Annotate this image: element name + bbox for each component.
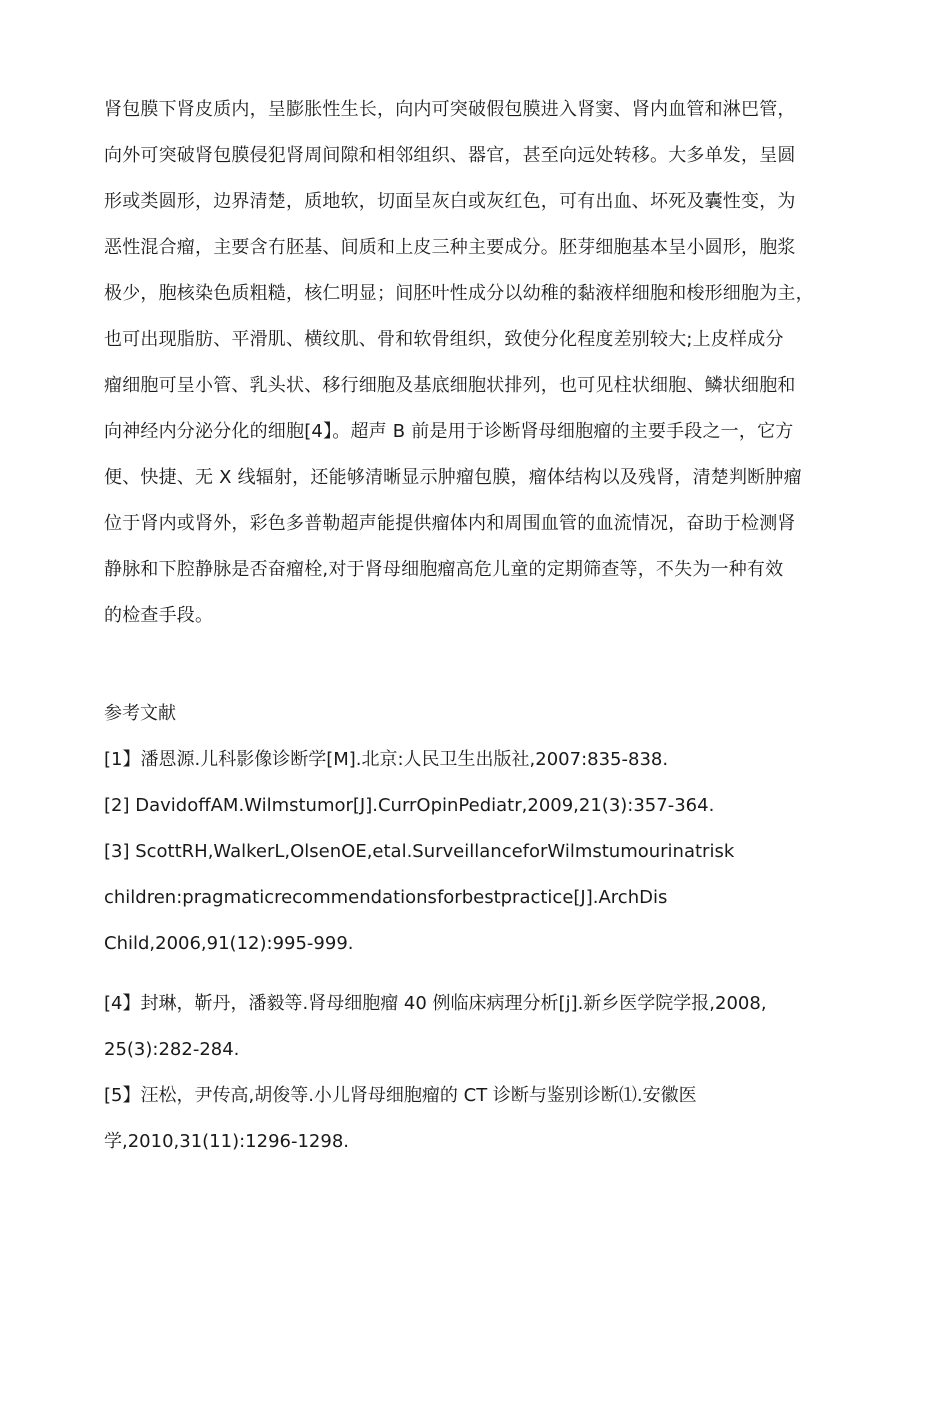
body-line: 恶性混合瘤，主要含冇胚基、间质和上皮三种主要成分。胚芽细胞基本呈小圆形，胞浆 [104, 237, 796, 258]
body-line: 也可出现脂肪、平滑肌、横纹肌、骨和软骨组织，致使分化程度差别较大;上皮样成分 [104, 329, 784, 350]
reference-item-5 [104, 1078, 864, 1170]
body-line: 向外可突破肾包膜侵犯肾周间隙和相邻组织、器官，甚至向远处转移。大多单发，呈圆 [104, 145, 796, 166]
reference-line: children:pragmaticrecommendationsforbestpractice[J].ArchDis [104, 887, 668, 908]
body-line: 位于肾内或肾外，彩色多普勒超声能提供瘤体内和周围血管的血流情况，奋助于检测肾 [104, 513, 796, 534]
body-line: 极少，胞核染色质粗糙，核仁明显；间胚叶性成分以幼稚的黏液样细胞和梭形细胞为主， [104, 283, 814, 304]
reference-list [104, 742, 864, 1170]
reference-line: 学,2010,31(11):1296-1298. [104, 1131, 350, 1152]
references-heading: 参考文献 [104, 703, 176, 724]
body-line: 的检查手段。 [104, 605, 214, 626]
body-line: 肾包膜下肾皮质内，呈膨胀性生长，向内可突破假包膜进入肾窦、肾内血管和淋巴管， [104, 99, 796, 120]
body-line: 形或类圆形，边界清楚，质地软，切面呈灰白或灰红色，可有出血、坏死及囊性变，为 [104, 191, 796, 212]
body-line: 静脉和下腔静脉是否奋瘤栓,对于肾母细胞瘤高危儿童的定期筛查等，不失为一种有效 [104, 559, 784, 580]
reference-line: Child,2006,91(12):995-999. [104, 933, 354, 954]
reference-line: [1】潘恩源.儿科影像诊断学[M].北京:人民卫生出版社,2007:835-838. [104, 749, 669, 770]
reference-item-3 [104, 834, 864, 972]
reference-line: [5】汪松，尹传高,胡俊等.小儿肾母细胞瘤的 CT 诊断与鉴别诊断⑴.安徽医 [104, 1085, 697, 1106]
reference-item-4 [104, 986, 864, 1078]
reference-line: [3] ScottRH,WalkerL,OlsenOE,etal.SurveillanceforWilmstumourinatrisk [104, 841, 735, 862]
body-paragraph [104, 92, 864, 644]
reference-line: [2] DavidoffAM.Wilmstumor[J].CurrOpinPediatr,2009,21(3):357-364. [104, 795, 715, 816]
body-line: 向神经内分泌分化的细胞[4】。超声 B 前是用于诊断肾母细胞瘤的主要手段之一，它方 [104, 421, 794, 442]
reference-item-1 [104, 742, 864, 788]
reference-line: [4】封琳，靳丹，潘毅等.肾母细胞瘤 40 例临床病理分析[j].新乡医学院学报,2008, [104, 993, 767, 1014]
body-line: 便、快捷、无 X 线辐射，还能够清晰显示肿瘤包膜，瘤体结构以及残肾，清楚判断肿瘤 [104, 467, 802, 488]
body-line: 瘤细胞可呈小管、乳头状、移行细胞及基底细胞状排列，也可见柱状细胞、鳞状细胞和 [104, 375, 796, 396]
reference-line: 25(3):282-284. [104, 1039, 240, 1060]
document-page [104, 92, 864, 1170]
reference-item-2 [104, 788, 864, 834]
